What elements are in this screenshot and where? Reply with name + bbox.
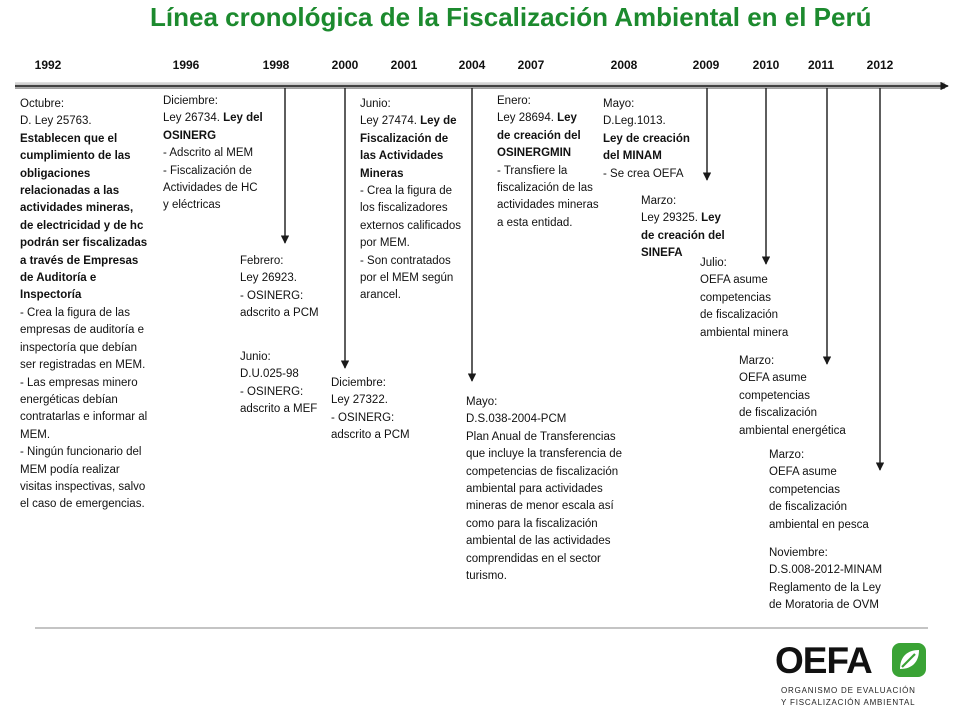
year-2000: 2000 bbox=[331, 58, 359, 72]
event-2007: Enero: Ley 28694. Ley de creación del OSINERGMIN - Transfiere la fiscalización de las actividades mineras a esta entidad. bbox=[497, 95, 599, 229]
event-1998-junio: Junio: D.U.025-98 - OSINERG: adscrito a MEF bbox=[240, 351, 318, 416]
year-2001: 2001 bbox=[390, 58, 418, 72]
logo-wordmark: OEFA bbox=[775, 640, 872, 681]
event-2001: Junio: Ley 27474. Ley de Fiscalización de las Actividades Mineras - Crea la figura de los fiscalizadores externos calificados por MEM. - Son contratados por el MEM según arancel. bbox=[360, 98, 461, 302]
page-title: Línea cronológica de la Fiscalización Ambiental en el Perú bbox=[150, 2, 872, 32]
logo-subtitle-1: ORGANISMO DE EVALUACIÓN bbox=[781, 686, 916, 695]
year-1996: 1996 bbox=[172, 58, 200, 72]
logo-subtitle-2: Y FISCALIZACIÓN AMBIENTAL bbox=[781, 698, 916, 707]
event-1998-febrero: Febrero: Ley 26923. - OSINERG: adscrito a PCM bbox=[240, 255, 319, 320]
event-1996: Diciembre: Ley 26734. Ley del OSINERG - Adscrito al MEM - Fiscalización de Actividades de HC y eléctricas bbox=[163, 95, 263, 212]
year-1998: 1998 bbox=[262, 58, 290, 72]
event-2004: Mayo: D.S.038-2004-PCM Plan Anual de Transferencias que incluye la transferencia de competencias de fiscalización ambiental para actividades mineras de menor escala así como para la fiscalización ambiental de las actividades comprendidas en el sector turismo. bbox=[466, 396, 622, 583]
year-2010: 2010 bbox=[752, 58, 780, 72]
event-2011: Marzo: OEFA asume competencias de fiscalización ambiental energética bbox=[739, 355, 846, 437]
year-2007: 2007 bbox=[517, 58, 545, 72]
event-2012-marzo: Marzo: OEFA asume competencias de fiscalización ambiental en pesca bbox=[769, 449, 869, 531]
year-2009: 2009 bbox=[692, 58, 720, 72]
leaf-icon bbox=[891, 642, 927, 678]
year-1992: 1992 bbox=[34, 58, 62, 72]
event-2008: Mayo: D.Leg.1013. Ley de creación del MINAM - Se crea OEFA bbox=[603, 98, 690, 180]
event-2012-noviembre: Noviembre: D.S.008-2012-MINAM Reglamento de la Ley de Moratoria de OVM bbox=[769, 547, 883, 612]
oefa-logo bbox=[775, 640, 925, 715]
event-2010: Julio: OEFA asume competencias de fiscalización ambiental minera bbox=[700, 257, 789, 339]
event-2009: Marzo: Ley 29325. Ley de creación del SINEFA bbox=[641, 195, 725, 260]
year-2004: 2004 bbox=[458, 58, 486, 72]
year-2011: 2011 bbox=[807, 58, 835, 72]
year-2008: 2008 bbox=[610, 58, 638, 72]
year-2012: 2012 bbox=[866, 58, 894, 72]
event-1992: Octubre: D. Ley 25763. Establecen que el cumplimiento de las obligaciones relacionadas a las actividades mineras, de electricidad y de hc podrán ser fiscalizadas a través de Empresas de Auditoría e Inspectoría - Crea la figura de las empresas de auditoría e inspectoría que debían ser registradas en MEM. - Las empresas minero energéticas debían contratarlas e informar al MEM. - Ningún funcionario del MEM podía realizar visitas inspectivas, salvo el caso de emergencias. bbox=[20, 98, 148, 511]
event-2000: Diciembre: Ley 27322. - OSINERG: adscrito a PCM bbox=[331, 377, 410, 442]
